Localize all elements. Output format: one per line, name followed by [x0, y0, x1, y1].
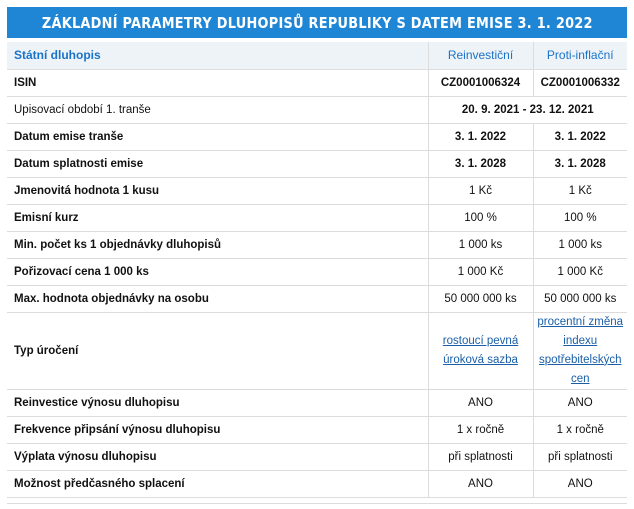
- nominal-anti-inflation: 1 Kč: [533, 177, 627, 204]
- frequency-reinvestment: 1 x ročně: [428, 416, 533, 443]
- row-label: Frekvence připsání výnosu dluhopisu: [7, 416, 428, 443]
- early-repayment-reinvestment: ANO: [428, 470, 533, 497]
- row-label: Datum emise tranše: [7, 123, 428, 150]
- parameters-table: [7, 42, 627, 498]
- row-maturity-date: [7, 150, 627, 177]
- row-subscription-period: [7, 96, 627, 123]
- row-label: Pořizovací cena 1 000 ks: [7, 258, 428, 285]
- payout-reinvestment: při splatnosti: [428, 443, 533, 470]
- interest-type-anti-inflation-cell: [533, 312, 627, 389]
- row-issue-date: [7, 123, 627, 150]
- interest-type-reinvestment-cell: [428, 312, 533, 389]
- row-early-repayment: [7, 470, 627, 497]
- row-label: Reinvestice výnosu dluhopisu: [7, 389, 428, 416]
- row-issue-price: [7, 204, 627, 231]
- row-label: Emisní kurz: [7, 204, 428, 231]
- row-max-order: [7, 285, 627, 312]
- issue-date-reinvestment: 3. 1. 2022: [428, 123, 533, 150]
- cpi-change-link[interactable]: procentní změna indexu spotřebitelských cen: [537, 315, 624, 385]
- maturity-reinvestment: 3. 1. 2028: [428, 150, 533, 177]
- row-label: Jmenovitá hodnota 1 kusu: [7, 177, 428, 204]
- max-order-reinvestment: 50 000 000 ks: [428, 285, 533, 312]
- yield-reinvest-anti-inflation: ANO: [533, 389, 627, 416]
- payout-anti-inflation: při splatnosti: [533, 443, 627, 470]
- table-header-row: [7, 42, 627, 69]
- max-order-anti-inflation: 50 000 000 ks: [533, 285, 627, 312]
- row-purchase-price: [7, 258, 627, 285]
- isin-reinvestment: CZ0001006324: [428, 69, 533, 96]
- early-repayment-anti-inflation: ANO: [533, 470, 627, 497]
- bottom-divider: [7, 503, 627, 504]
- nominal-reinvestment: 1 Kč: [428, 177, 533, 204]
- row-label: Max. hodnota objednávky na osobu: [7, 285, 428, 312]
- row-yield-payout: [7, 443, 627, 470]
- row-min-order: [7, 231, 627, 258]
- row-label: Datum splatnosti emise: [7, 150, 428, 177]
- row-label: Min. počet ks 1 objednávky dluhopisů: [7, 231, 428, 258]
- issue-date-anti-inflation: 3. 1. 2022: [533, 123, 627, 150]
- fixed-rate-link[interactable]: rostoucí pevná úroková sazba: [442, 334, 519, 366]
- row-label: Typ úročení: [7, 312, 428, 389]
- row-interest-type: [7, 312, 627, 389]
- min-order-anti-inflation: 1 000 ks: [533, 231, 627, 258]
- maturity-anti-inflation: 3. 1. 2028: [533, 150, 627, 177]
- row-yield-frequency: [7, 416, 627, 443]
- header-anti-inflation: Proti-inflační: [533, 42, 627, 69]
- purchase-price-reinvestment: 1 000 Kč: [428, 258, 533, 285]
- row-label: ISIN: [7, 69, 428, 96]
- isin-anti-inflation: CZ0001006332: [533, 69, 627, 96]
- min-order-reinvestment: 1 000 ks: [428, 231, 533, 258]
- issue-price-anti-inflation: 100 %: [533, 204, 627, 231]
- header-state-bond: Státní dluhopis: [7, 42, 428, 69]
- purchase-price-anti-inflation: 1 000 Kč: [533, 258, 627, 285]
- row-label: Výplata výnosu dluhopisu: [7, 443, 428, 470]
- frequency-anti-inflation: 1 x ročně: [533, 416, 627, 443]
- row-yield-reinvestment: [7, 389, 627, 416]
- issue-price-reinvestment: 100 %: [428, 204, 533, 231]
- row-label: Možnost předčasného splacení: [7, 470, 428, 497]
- yield-reinvest-reinvestment: ANO: [428, 389, 533, 416]
- panel-title: ZÁKLADNÍ PARAMETRY DLUHOPISŮ REPUBLIKY S DATEM EMISE 3. 1. 2022: [7, 7, 627, 38]
- row-nominal-value: [7, 177, 627, 204]
- row-label: Upisovací období 1. tranše: [7, 96, 428, 123]
- header-reinvestment: Reinvestiční: [428, 42, 533, 69]
- row-isin: [7, 69, 627, 96]
- subscription-period-value: 20. 9. 2021 - 23. 12. 2021: [428, 96, 627, 123]
